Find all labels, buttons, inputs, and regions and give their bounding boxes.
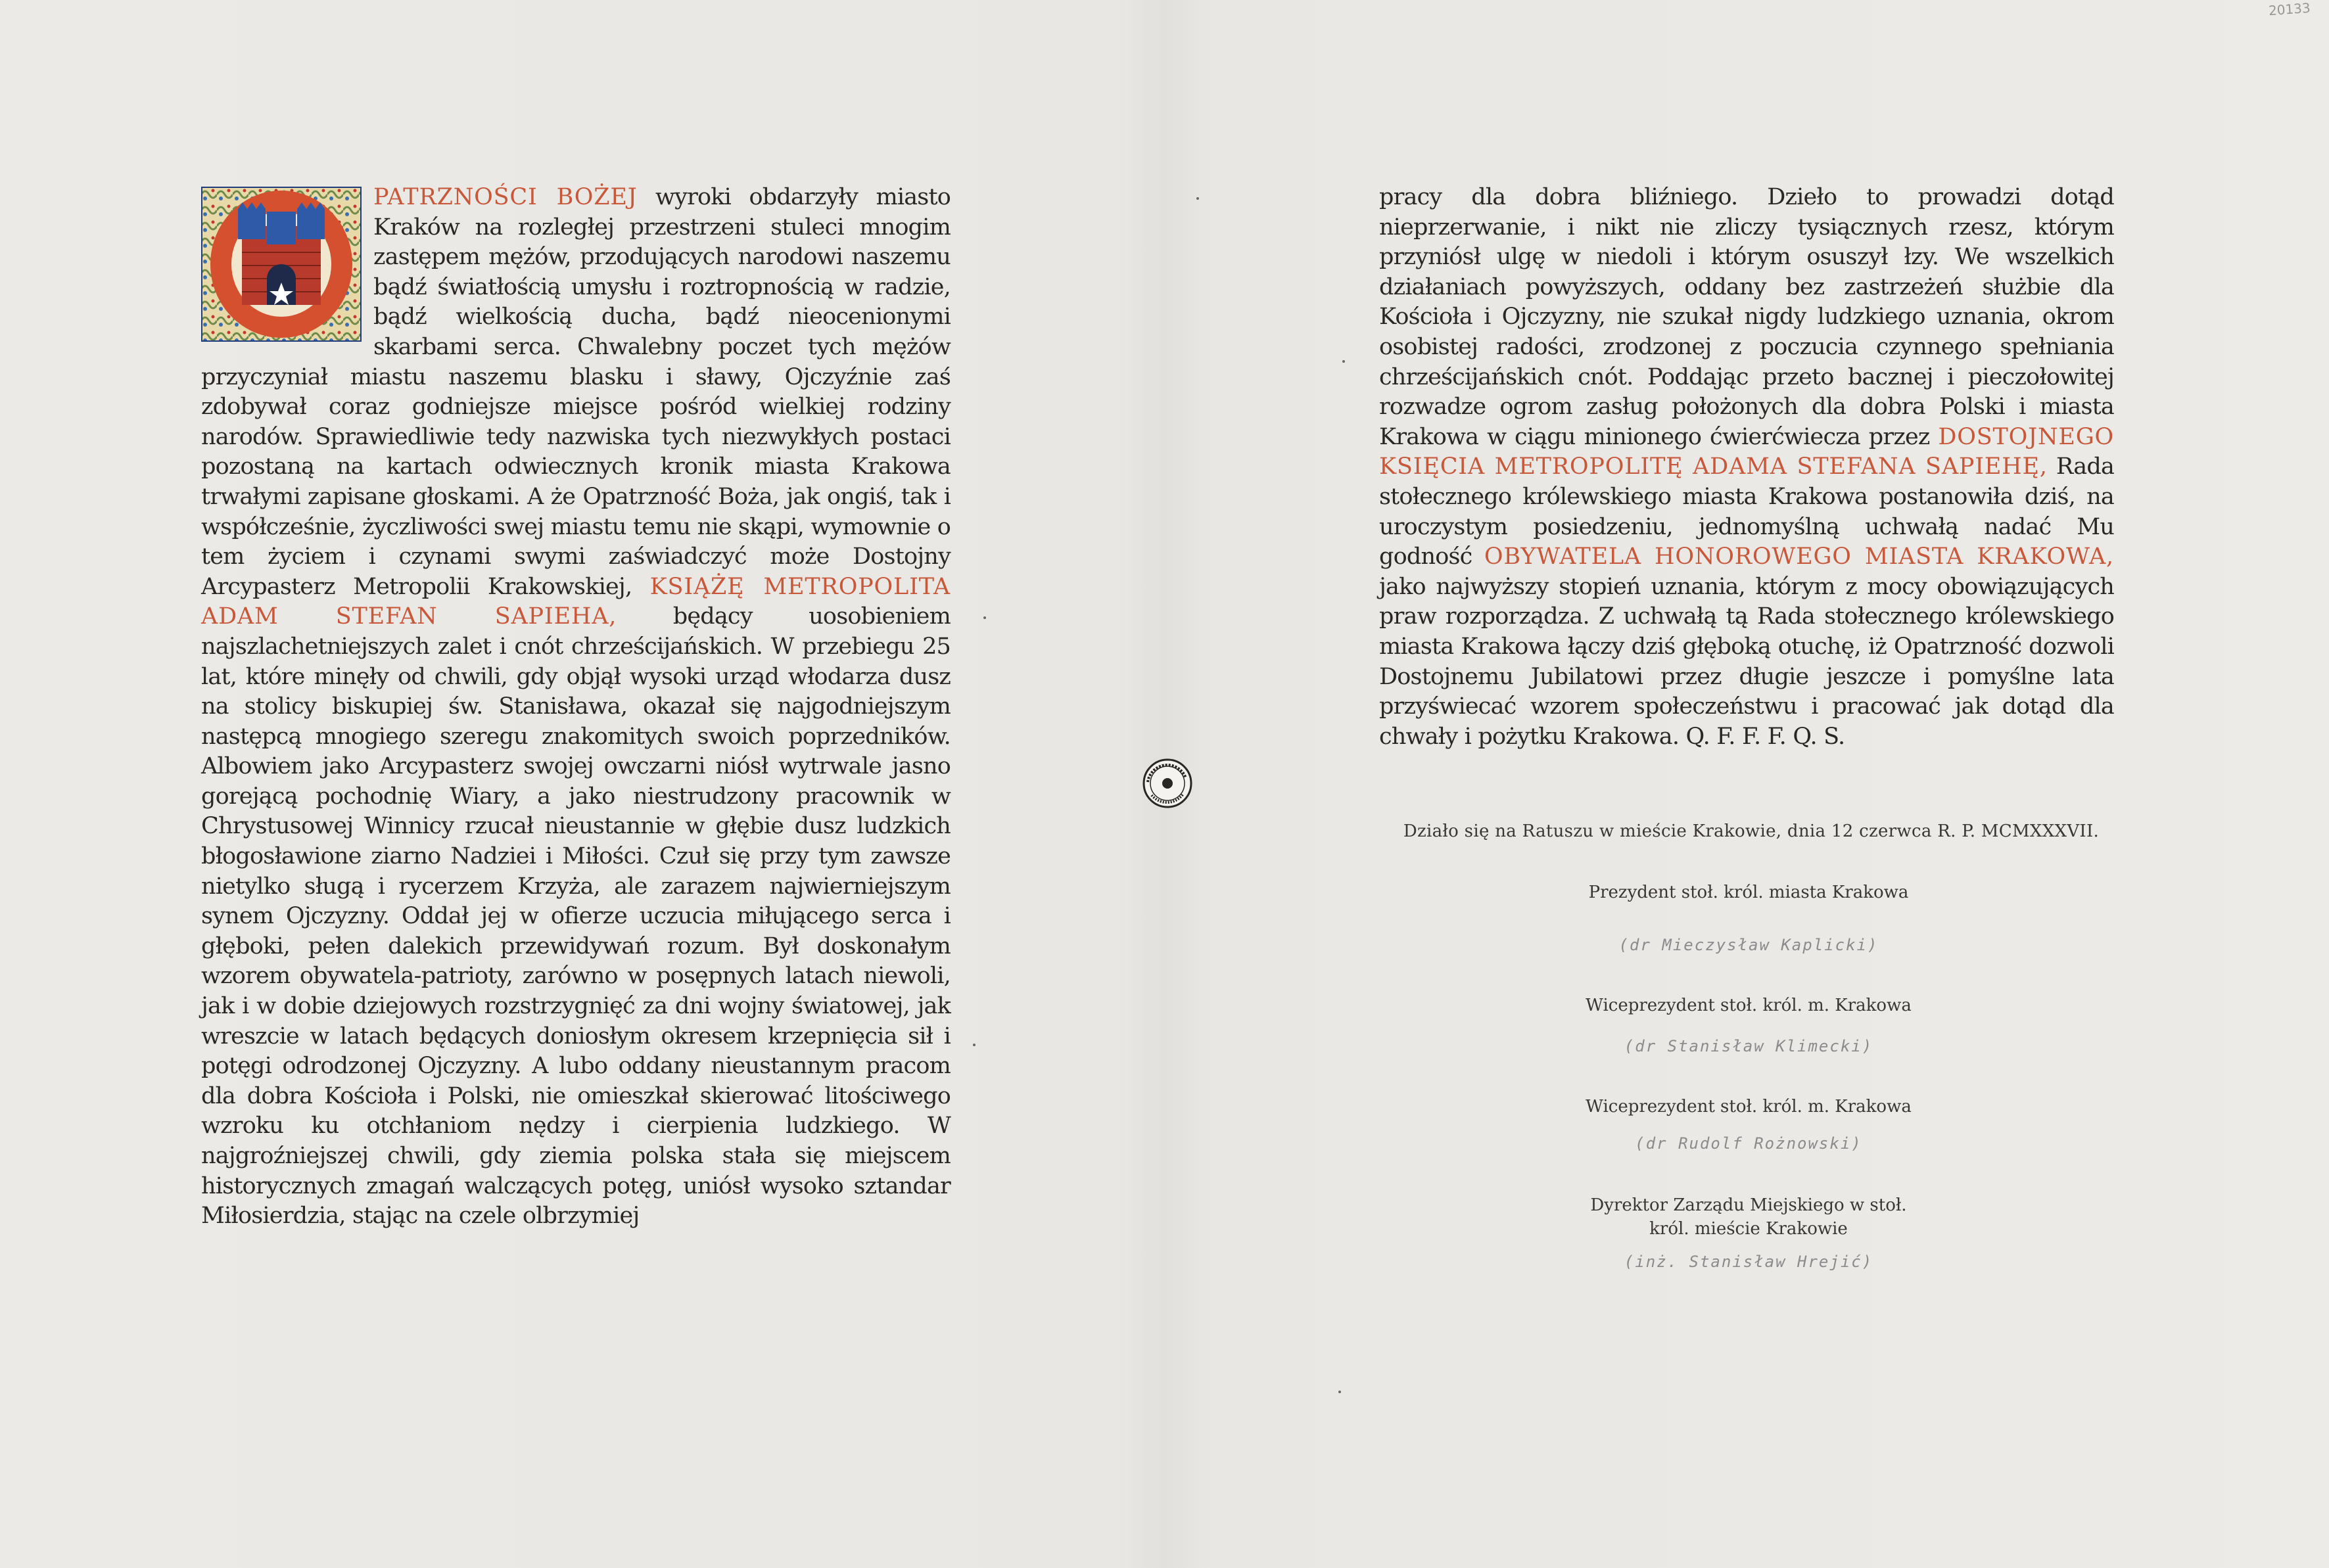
dignitary-name-accent: DOSTOJNEGO KSIĘCIA METROPOLITĘ ADAMA STEFANA SAPIEHĘ, <box>1379 423 2114 480</box>
right-text-3: jako najwyższy stopień uznania, którym z mocy obowiązujących praw rozporządza. Z uchwałą tą Rada stołecznego królewskiego miasta Krakowa łączy dziś głęboką otuchę, iż Opatrzność dozwoli Dostojnemu Jubilatowi przez długie jeszcze i pomyślne lata przyświecać wzorem społeczeństwu i pracować jak dotąd dla chwały i pożytku Krakowa. Q. F. F. F. Q. S. <box>1379 573 2114 750</box>
illuminated-initial-icon <box>201 187 362 342</box>
right-page-text <box>1379 183 2114 752</box>
signature: (dr Mieczysław Kaplicki) <box>1618 936 1879 954</box>
dated-line: Działo się na Ratuszu w mieście Krakowie, dnia 12 czerwca R. P. MCMXXXVII. <box>1403 821 2100 841</box>
opening-accent: PATRZNOŚCI BOŻEJ <box>373 184 638 210</box>
signatory-title: Wiceprezydent stoł. król. m. Krakowa <box>1586 996 1912 1015</box>
right-text-2: Rada stołecznego królewskiego miasta Krakowa postanowiła dziś, na uroczystym posiedzeniu, jednomyślną uchwałą nadać Mu godność <box>1379 453 2115 570</box>
right-text-1: pracy dla dobra bliźniego. Dzieło to prowadzi dotąd nieprzerwanie, i nikt nie zliczy tysiącznych rzesz, którym przyniósł ulgę w niedoli i którym osuszył łzy. We wszelkich działaniach powyższych, oddany bez zastrzeżeń służbie dla Kościoła i Ojczyzny, nie szukał nigdy ludzkiego uznania, okrom osobistej radości, zrodzonej z poczucia czynnego spełniania chrześcijańskich cnót. Poddając przeto bacznej i pieczołowitej rozwadze ogrom zasług położonych dla dobra Polski i miasta Krakowa w ciągu minionego ćwierćwiecza przez <box>1379 184 2114 450</box>
margin-dot <box>1342 360 1345 363</box>
honorary-citizen-accent: OBYWATELA HONOROWEGO MIASTA KRAKOWA, <box>1484 543 2114 570</box>
margin-dot <box>973 1044 976 1046</box>
archive-number: 20133 <box>2268 0 2311 19</box>
signature: (inż. Stanisław Hrejić) <box>1624 1253 1873 1271</box>
signature: (dr Rudolf Rożnowski) <box>1635 1134 1862 1153</box>
margin-dot <box>1338 1391 1341 1393</box>
signatory-title: Wiceprezydent stoł. król. m. Krakowa <box>1586 1097 1912 1117</box>
metropolitan-name-accent: KSIĄŻĘ METROPOLITA ADAM STEFAN SAPIEHA, <box>201 573 951 630</box>
signatory-title: Prezydent stoł. król. miasta Krakowa <box>1588 883 1909 902</box>
signatory-title: Dyrektor Zarządu Miejskiego w stoł. <box>1590 1195 1907 1215</box>
margin-dot <box>983 616 986 619</box>
stamp-icon <box>1140 756 1195 811</box>
signature: (dr Stanisław Klimecki) <box>1624 1037 1873 1055</box>
left-text-2: będący uosobieniem najszlachetniejszych zalet i cnót chrześcijańskich. W przebiegu 25 lat, które minęły od chwili, gdy objął wysoki urząd włodarza dusz na stolicy biskupiej św. Stanisława, okazał się najgodniejszym następcą mnogiego szeregu znakomitych swoich poprzedników. Albowiem jako Arcypasterz swojej owczarni niósł wytrwale jasno gorejącą pochodnię Wiary, a jako niestrudzony pracownik w Chrystusowej Winnicy rzucał nieustannie w głębie dusz ludzkich błogosławione ziarno Nadziei i Miłości. Czuł się przy tym zawsze nietylko sługą i rycerzem Krzyża, ale zarazem najwierniejszym synem Ojczyzny. Oddał jej w ofierze uczucia miłującego serca i głęboki, pełen dalekich przewidywań rozum. Był doskonałym wzorem obywatela-patrioty, zarówno w posępnych latach niewoli, jak i w dobie dziejowych rozstrzygnięć za dni wojny światowej, jak wreszcie w latach będących doniosłym okresem krzepnięcia sił i potęgi odrodzonej Ojczyzny. A lubo oddany nieustannym pracom dla dobra Kościoła i Polski, nie omieszkał skierować litościwego wzroku ku otchłaniom nędzy i cierpienia ludzkiego. W najgroźniejszej chwili, gdy ziemia polska stała się miejscem historycznych zmagań walczących potęg, uniósł wysoko sztandar Miłosierdzia, stając na czele olbrzymiej <box>201 603 951 1230</box>
left-text-1: wyroki obdarzyły miasto Kraków na rozległej przestrzeni stuleci mnogim zastępem mężów, przodujących narodowi naszemu bądź światłością umysłu i roztropnością w radzie, bądź wielkością ducha, bądź nieocenionymi skarbami serca. Chwalebny poczet tych mężów przyczyniał miastu naszemu blasku i sławy, Ojczyźnie zaś zdobywał coraz godniejsze miejsce pośród wielkiej rodziny narodów. Sprawiedliwie tedy nazwiska tych niezwykłych postaci pozostaną na kartach odwiecznych kronik miasta Krakowa trwałymi zapisane głoskami. A że Opatrzność Boża, jak ongiś, tak i współcześnie, życzliwości swej miastu temu nie skąpi, wymownie o tem życiem i czynami swymi zaświadczyć może Dostojny Arcypasterz Metropolii Krakowskiej, <box>201 184 951 600</box>
margin-dot <box>1196 197 1199 200</box>
signatory-title-line-2: król. mieście Krakowie <box>1649 1219 1848 1239</box>
left-page-text <box>201 183 951 1232</box>
